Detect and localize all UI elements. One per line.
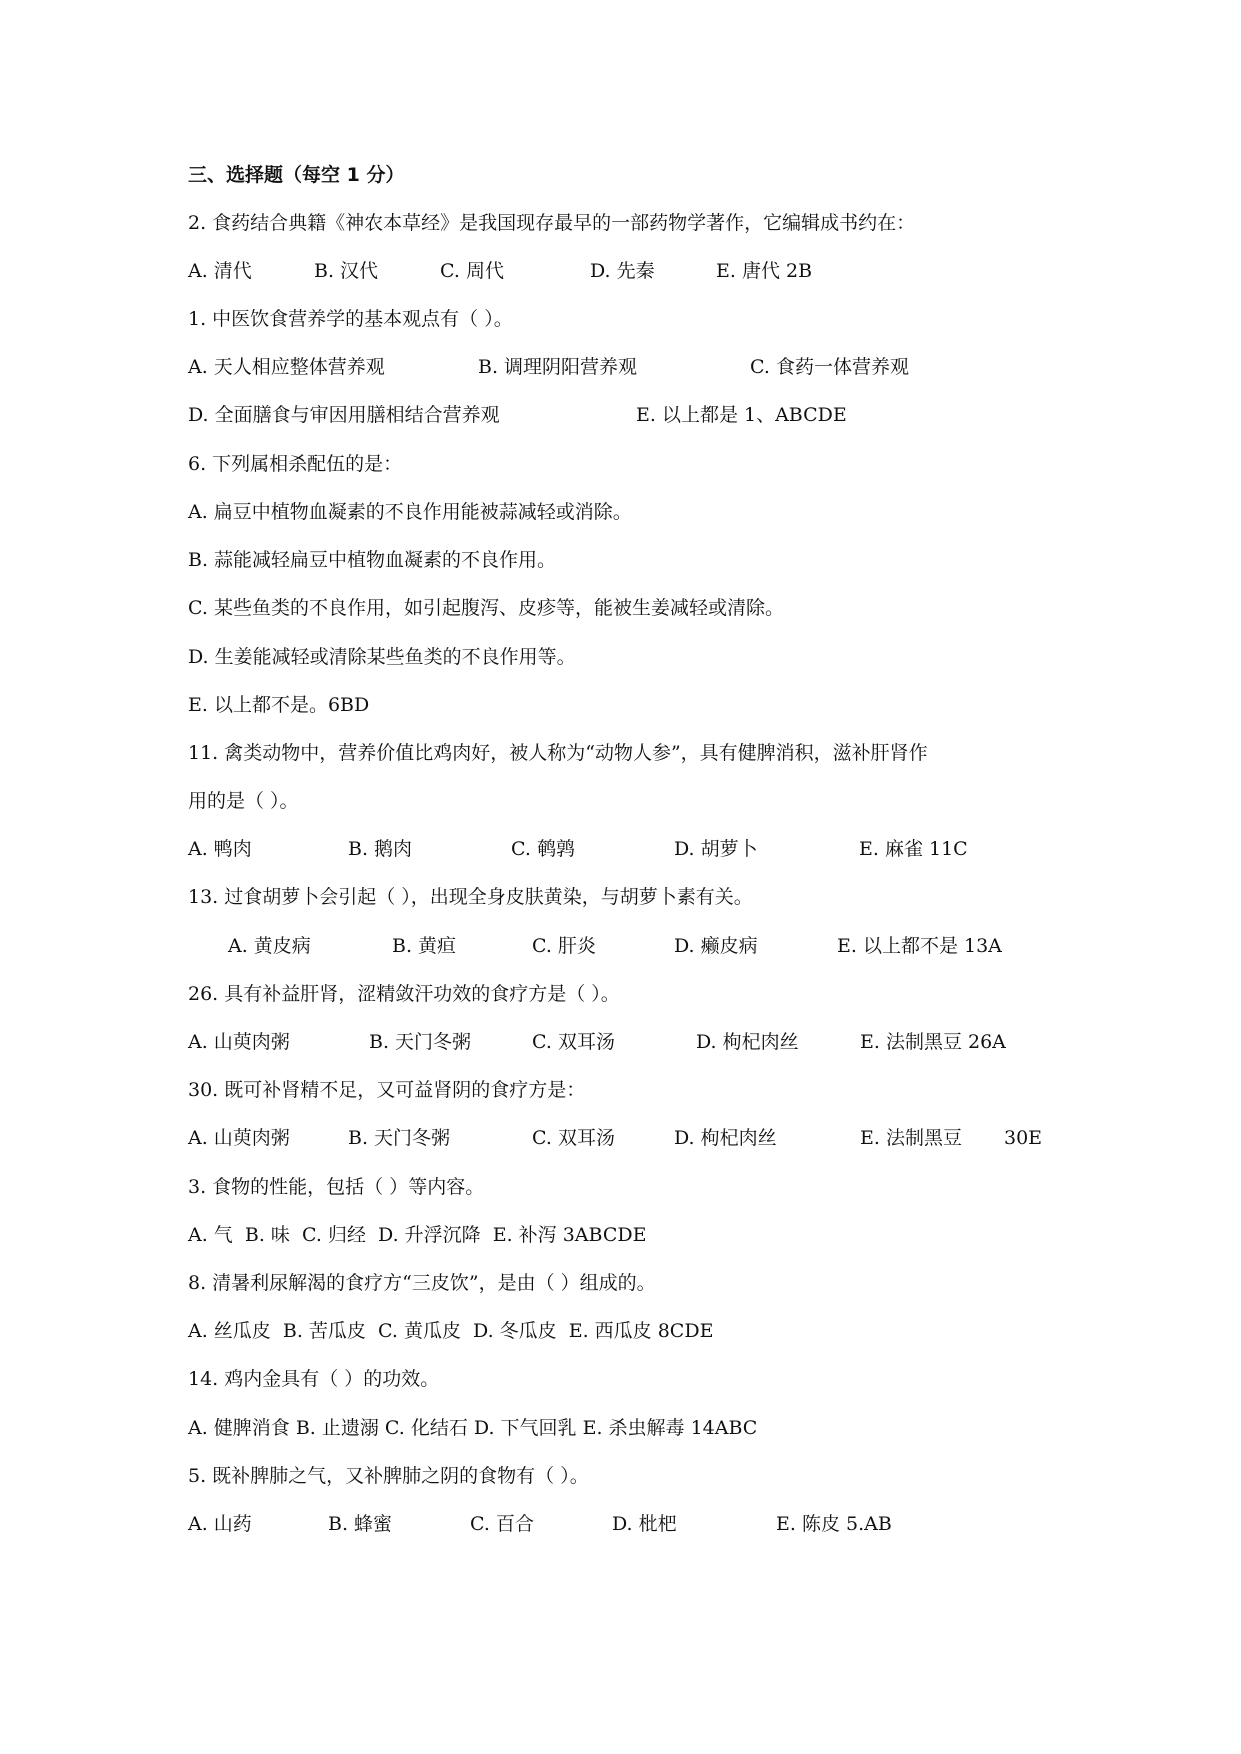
options-row <box>188 837 1088 861</box>
option-d: D. 生姜能减轻或清除某些鱼类的不良作用等。 <box>188 646 576 668</box>
options-row <box>188 1512 1088 1536</box>
option-b: B. 天门冬粥 <box>369 1031 472 1053</box>
option-a: A. 鸭肉 <box>188 838 252 860</box>
option-d: D. 枇杷 <box>612 1513 677 1535</box>
options-row: A. 丝瓜皮 B. 苦瓜皮 C. 黄瓜皮 D. 冬瓜皮 E. 西瓜皮 8CDE <box>188 1320 714 1342</box>
option-c: C. 双耳汤 <box>532 1127 615 1149</box>
option-e: E. 法制黑豆 <box>860 1127 962 1149</box>
options-row: A. 气 B. 味 C. 归经 D. 升浮沉降 E. 补泻 3ABCDE <box>188 1224 647 1246</box>
option-a: A. 清代 <box>188 260 252 282</box>
option-c: C. 百合 <box>470 1513 534 1535</box>
option-d: D. 癞皮病 <box>674 935 758 957</box>
option-b: B. 调理阴阳营养观 <box>478 356 638 378</box>
options-row <box>188 355 1088 379</box>
question-stem: 5. 既补脾肺之气，又补脾肺之阴的食物有（ ）。 <box>188 1465 589 1487</box>
question-stem: 3. 食物的性能，包括（ ）等内容。 <box>188 1176 485 1198</box>
option-a: A. 山萸肉粥 <box>188 1031 290 1053</box>
option-e: E. 以上都不是。6BD <box>188 694 370 716</box>
options-row <box>228 934 1088 958</box>
question-stem: 14. 鸡内金具有（ ）的功效。 <box>188 1368 440 1390</box>
option-e: E. 以上都是 1、ABCDE <box>636 404 847 426</box>
option-b: B. 鹅肉 <box>348 838 413 860</box>
option-a: A. 扁豆中植物血凝素的不良作用能被蒜减轻或消除。 <box>188 501 632 523</box>
question-stem-continued: 用的是（ ）。 <box>188 790 299 812</box>
option-b: B. 天门冬粥 <box>348 1127 451 1149</box>
option-c: C. 双耳汤 <box>532 1031 615 1053</box>
question-stem: 26. 具有补益肝肾，涩精敛汗功效的食疗方是（ ）。 <box>188 983 620 1005</box>
option-b: B. 汉代 <box>314 260 379 282</box>
section-title: 三、选择题（每空 1 分） <box>188 164 405 186</box>
options-row <box>188 1030 1088 1054</box>
question-stem: 11. 禽类动物中，营养价值比鸡肉好，被人称为“动物人参”，具有健脾消积，滋补肝肾作 <box>188 742 928 764</box>
answer-key: 30E <box>1004 1127 1043 1149</box>
option-a: A. 天人相应整体营养观 <box>188 356 385 378</box>
option-b: B. 蒜能减轻扁豆中植物血凝素的不良作用。 <box>188 549 557 571</box>
option-b: B. 蜂蜜 <box>328 1513 393 1535</box>
option-c: C. 某些鱼类的不良作用，如引起腹泻、皮疹等，能被生姜减轻或清除。 <box>188 597 784 619</box>
option-e: E. 唐代 2B <box>716 260 813 282</box>
question-stem: 2. 食药结合典籍《神农本草经》是我国现存最早的一部药物学著作，它编辑成书约在： <box>188 212 916 234</box>
option-d: D. 枸杞肉丝 <box>696 1031 799 1053</box>
option-c: C. 周代 <box>440 260 504 282</box>
option-a: A. 黄皮病 <box>228 935 311 957</box>
option-e: E. 以上都不是 13A <box>837 935 1002 957</box>
option-e: E. 法制黑豆 26A <box>860 1031 1006 1053</box>
question-stem: 8. 清暑利尿解渴的食疗方“三皮饮”，是由（ ）组成的。 <box>188 1272 656 1294</box>
option-d: D. 胡萝卜 <box>674 838 758 860</box>
question-stem: 13. 过食胡萝卜会引起（ ），出现全身皮肤黄染，与胡萝卜素有关。 <box>188 886 753 908</box>
options-row <box>188 1126 1088 1150</box>
option-d: D. 全面膳食与审因用膳相结合营养观 <box>188 404 500 426</box>
option-e: E. 麻雀 11C <box>859 838 968 860</box>
options-row: A. 健脾消食 B. 止遗溺 C. 化结石 D. 下气回乳 E. 杀虫解毒 14ABC <box>188 1417 758 1439</box>
option-d: D. 先秦 <box>590 260 655 282</box>
options-row <box>188 259 1088 283</box>
options-row <box>188 403 1088 427</box>
option-e: E. 陈皮 5.AB <box>776 1513 892 1535</box>
question-stem: 6. 下列属相杀配伍的是： <box>188 453 403 475</box>
question-stem: 1. 中医饮食营养学的基本观点有（ ）。 <box>188 308 513 330</box>
option-b: B. 黄疸 <box>392 935 457 957</box>
option-a: A. 山萸肉粥 <box>188 1127 290 1149</box>
option-d: D. 枸杞肉丝 <box>674 1127 777 1149</box>
question-stem: 30. 既可补肾精不足，又可益肾阴的食疗方是： <box>188 1079 586 1101</box>
option-a: A. 山药 <box>188 1513 252 1535</box>
option-c: C. 鹌鹑 <box>511 838 575 860</box>
option-c: C. 食药一体营养观 <box>750 356 909 378</box>
option-c: C. 肝炎 <box>532 935 596 957</box>
